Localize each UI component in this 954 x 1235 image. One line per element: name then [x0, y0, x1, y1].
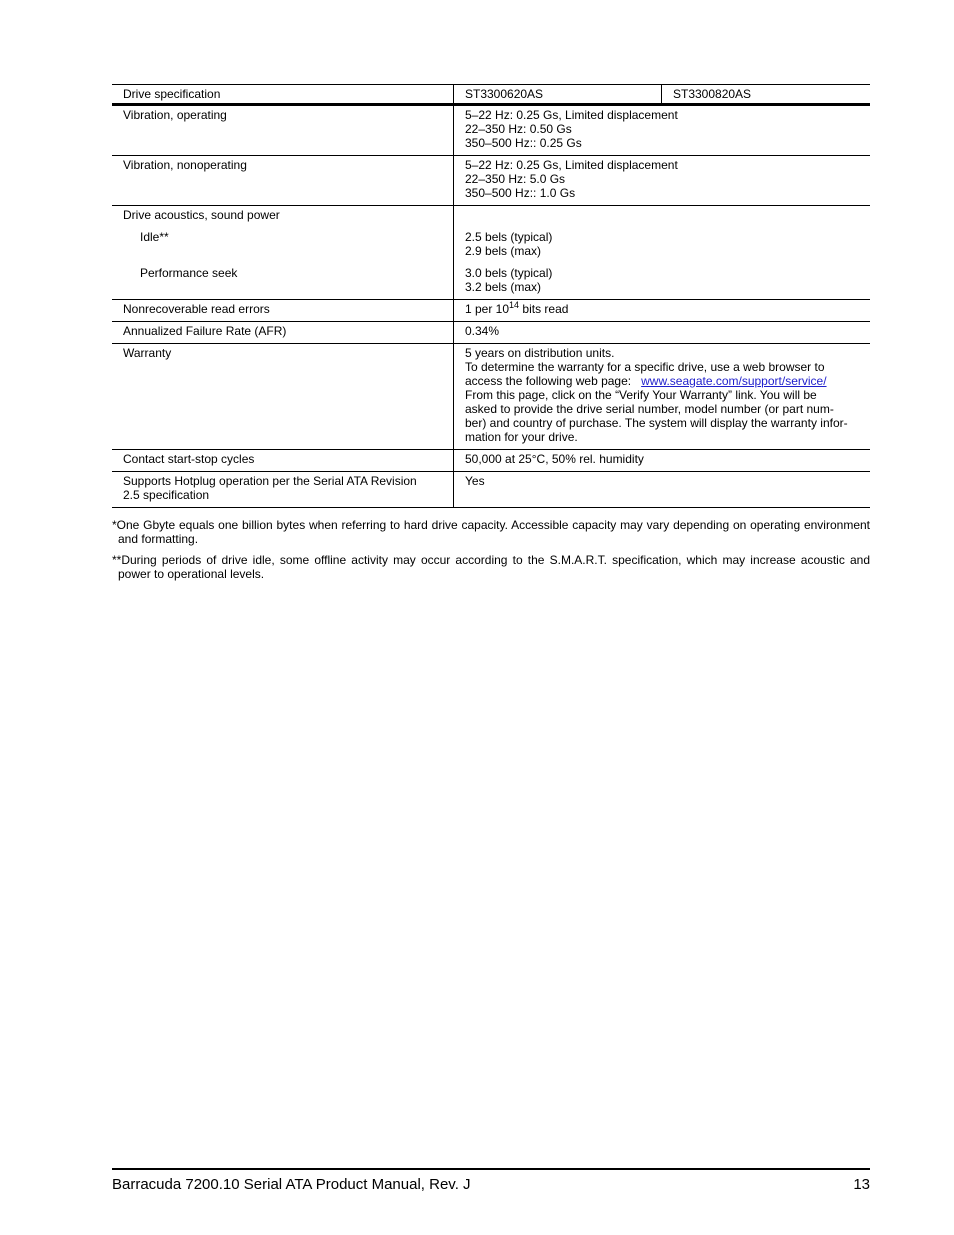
table-row-start-stop: [112, 450, 870, 472]
table-row-hotplug: [112, 472, 870, 508]
header-model-2: ST3300820AS: [673, 87, 752, 101]
value-line: 22–350 Hz: 0.50 Gs: [465, 122, 572, 136]
value-line: 350–500 Hz:: 0.25 Gs: [465, 136, 582, 150]
warranty-line: [465, 374, 860, 388]
idle-value-line: 2.9 bels (max): [465, 244, 542, 258]
hotplug-label-line: 2.5 specification: [123, 488, 210, 502]
row-value: [454, 105, 871, 156]
hotplug-label-line: Supports Hotplug operation per the Serial ATA Revision: [123, 474, 417, 488]
footnote-idle: **During periods of drive idle, some offline activity may occur according to the S.M.A.R.T. specification, which may increase acoustic and power to operational levels.: [112, 553, 870, 581]
row-label: [112, 206, 454, 300]
idle-label: Idle**: [140, 230, 169, 244]
read-errors-prefix: 1 per 10: [465, 302, 510, 316]
page-number: 13: [853, 1176, 870, 1193]
acoustics-label: Drive acoustics, sound power: [123, 208, 280, 222]
value-line: 5–22 Hz: 0.25 Gs, Limited displacement: [465, 158, 678, 172]
row-value: 0.34%: [465, 324, 500, 338]
warranty-line: 5 years on distribution units.: [465, 346, 615, 360]
row-label: Vibration, nonoperating: [112, 156, 454, 206]
row-value: [454, 344, 871, 450]
header-model-1: ST3300620AS: [454, 85, 662, 105]
table-row-vibration-operating: [112, 105, 870, 156]
table-row-read-errors: [112, 300, 870, 322]
row-label: Contact start-stop cycles: [112, 450, 454, 472]
row-value: [454, 156, 871, 206]
row-label: [112, 472, 454, 508]
table-row-acoustics: [112, 206, 870, 300]
row-label: Warranty: [112, 344, 454, 450]
row-label: Vibration, operating: [112, 105, 454, 156]
footnotes: [112, 518, 870, 588]
warranty-line: To determine the warranty for a specific drive, use a web browser to: [465, 360, 825, 374]
table-row-vibration-nonoperating: [112, 156, 870, 206]
warranty-line: From this page, click on the “Verify Your Warranty” link. You will be: [465, 388, 817, 402]
value-line: 350–500 Hz:: 1.0 Gs: [465, 186, 576, 200]
read-errors-suffix: bits read: [519, 302, 569, 316]
seek-value-line: 3.0 bels (typical): [465, 266, 553, 280]
row-value: [454, 206, 871, 300]
drive-spec-table: [112, 84, 870, 508]
read-errors-exponent: 14: [509, 300, 520, 310]
table-row-warranty: [112, 344, 870, 450]
seek-label: Performance seek: [140, 266, 238, 280]
row-value: 50,000 at 25°C, 50% rel. humidity: [465, 452, 644, 466]
table-row-afr: [112, 322, 870, 344]
footer-title: Barracuda 7200.10 Serial ATA Product Manual, Rev. J: [112, 1176, 471, 1193]
warranty-line: ber) and country of purchase. The system will display the warranty infor-: [465, 416, 848, 430]
row-value: [454, 300, 871, 322]
warranty-line-text: access the following web page:: [465, 374, 632, 388]
table-header-row: [112, 85, 870, 105]
warranty-line: mation for your drive.: [465, 430, 578, 444]
row-value: Yes: [465, 474, 485, 488]
row-label: Annualized Failure Rate (AFR): [112, 322, 454, 344]
row-label: Nonrecoverable read errors: [112, 300, 454, 322]
value-line: 22–350 Hz: 5.0 Gs: [465, 172, 566, 186]
value-line: 5–22 Hz: 0.25 Gs, Limited displacement: [465, 108, 678, 122]
footer-rule: [112, 1168, 870, 1170]
header-label: Drive specification: [112, 85, 454, 105]
idle-value-line: 2.5 bels (typical): [465, 230, 553, 244]
warranty-link[interactable]: www.seagate.com/support/service/: [641, 374, 827, 388]
footnote-capacity: *One Gbyte equals one billion bytes when referring to hard drive capacity. Accessible capacity may vary depending on operating environment and formatting.: [112, 518, 870, 546]
seek-value-line: 3.2 bels (max): [465, 280, 542, 294]
warranty-line: asked to provide the drive serial number, model number (or part num-: [465, 402, 834, 416]
